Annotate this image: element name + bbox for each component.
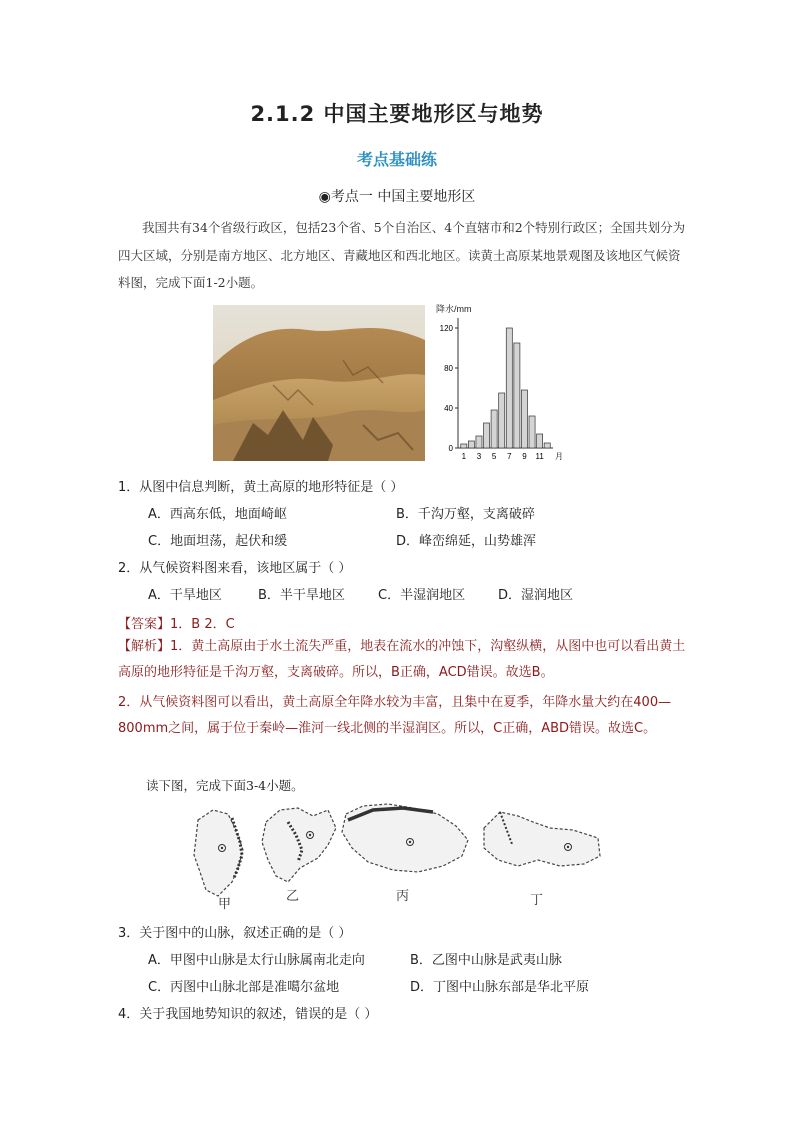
chart-axes <box>458 318 553 448</box>
read-map-instruction: 读下图，完成下面3-4小题。 <box>146 778 304 793</box>
question-3-option-c: C．丙图中山脉北部是准噶尔盆地 <box>148 980 340 995</box>
bar-month-5 <box>491 410 497 448</box>
map-yi <box>262 808 336 882</box>
subtitle: 考点基础练 <box>356 150 437 169</box>
bar-month-9 <box>521 390 527 448</box>
loess-plateau-photo <box>213 305 425 461</box>
y-tick-label: 40 <box>444 404 453 413</box>
region-maps <box>188 800 608 910</box>
question-1-option-b: B．千沟万壑，支离破碎 <box>396 507 535 522</box>
bar-month-3 <box>476 436 482 448</box>
y-axis-label: 降水/mm <box>436 304 472 314</box>
question-2-stem: 2．从气候资料图来看，该地区属于（ ） <box>118 561 352 576</box>
bar-month-2 <box>468 441 474 448</box>
question-2-option-b: B．半干旱地区 <box>258 588 345 603</box>
question-2-option-a: A．干旱地区 <box>148 588 222 603</box>
bar-month-4 <box>484 423 490 448</box>
map-label-yi: 乙 <box>286 889 300 904</box>
y-tick-label: 120 <box>439 324 453 333</box>
bar-month-11 <box>537 434 543 448</box>
question-2-option-c: C．半湿润地区 <box>378 588 466 603</box>
question-3-option-a: A．甲图中山脉是太行山脉属南北走向 <box>148 953 365 968</box>
bar-month-8 <box>514 343 520 448</box>
question-1-option-d: D．峰峦绵延，山势雄浑 <box>396 534 537 549</box>
section-heading: ◉考点一 中国主要地形区 <box>318 189 476 205</box>
question-1-option-c: C．地面坦荡，起伏和缓 <box>148 534 288 549</box>
question-3-option-b: B．乙图中山脉是武夷山脉 <box>410 953 562 968</box>
question-4-stem: 4．关于我国地势知识的叙述，错误的是（ ） <box>118 1007 378 1022</box>
analysis-paragraph-2: 2．从气候资料图可以看出，黄土高原全年降水较为丰富，且集中在夏季，年降水量大约在400—800mm之间，属于位于秦岭—淮河一线北侧的半湿润区。所以，C正确，ABD错误。故选C。 <box>118 695 672 736</box>
map-bing <box>342 804 468 872</box>
x-tick-label: 5 <box>491 452 497 461</box>
bar-month-1 <box>461 444 467 448</box>
x-tick-label: 3 <box>476 452 482 461</box>
map-label-jia: 甲 <box>218 897 232 910</box>
map-ding <box>484 812 600 866</box>
x-tick-label: 月 <box>555 452 563 461</box>
x-tick-label: 9 <box>522 452 527 461</box>
map-label-ding: 丁 <box>530 893 544 908</box>
bar-month-12 <box>544 443 550 448</box>
x-tick-label: 7 <box>507 452 512 461</box>
analysis-paragraph-1: 【解析】1．黄土高原由于水土流失严重，地表在流水的冲蚀下，沟壑纵横，从图中也可以看出黄土高原的地形特征是千沟万壑，支离破碎。所以，B正确，ACD错误。故选B。 <box>118 639 686 680</box>
page-title: 2.1.2 中国主要地形区与地势 <box>250 102 544 126</box>
question-1-stem: 1．从图中信息判断，黄土高原的地形特征是（ ） <box>118 480 404 495</box>
intro-paragraph: 我国共有34个省级行政区，包括23个省、5个自治区、4个直辖市和2个特别行政区；全国共划分为四大区域，分别是南方地区、北方地区、青藏地区和西北地区。读黄土高原某地景观图及该地区气候资料图，完成下面1-2小题。 <box>118 220 686 290</box>
question-3-stem: 3．关于图中的山脉，叙述正确的是（ ） <box>118 926 352 941</box>
bar-month-6 <box>499 393 505 448</box>
x-tick-label: 1 <box>461 452 467 461</box>
y-tick-label: 0 <box>448 444 453 453</box>
bar-month-10 <box>529 416 535 448</box>
question-3-option-d: D．丁图中山脉东部是华北平原 <box>410 980 590 995</box>
y-tick-label: 80 <box>444 364 453 373</box>
answer-line: 【答案】1．B 2．C <box>118 617 235 632</box>
precipitation-chart <box>428 300 578 465</box>
question-1-option-a: A．西高东低，地面崎岖 <box>148 507 287 522</box>
map-label-bing: 丙 <box>396 889 410 904</box>
question-2-option-d: D．湿润地区 <box>498 588 574 603</box>
x-tick-label: 11 <box>535 452 544 461</box>
precipitation-chart-svg <box>428 300 578 465</box>
bar-month-7 <box>506 328 512 448</box>
map-jia <box>194 810 243 896</box>
